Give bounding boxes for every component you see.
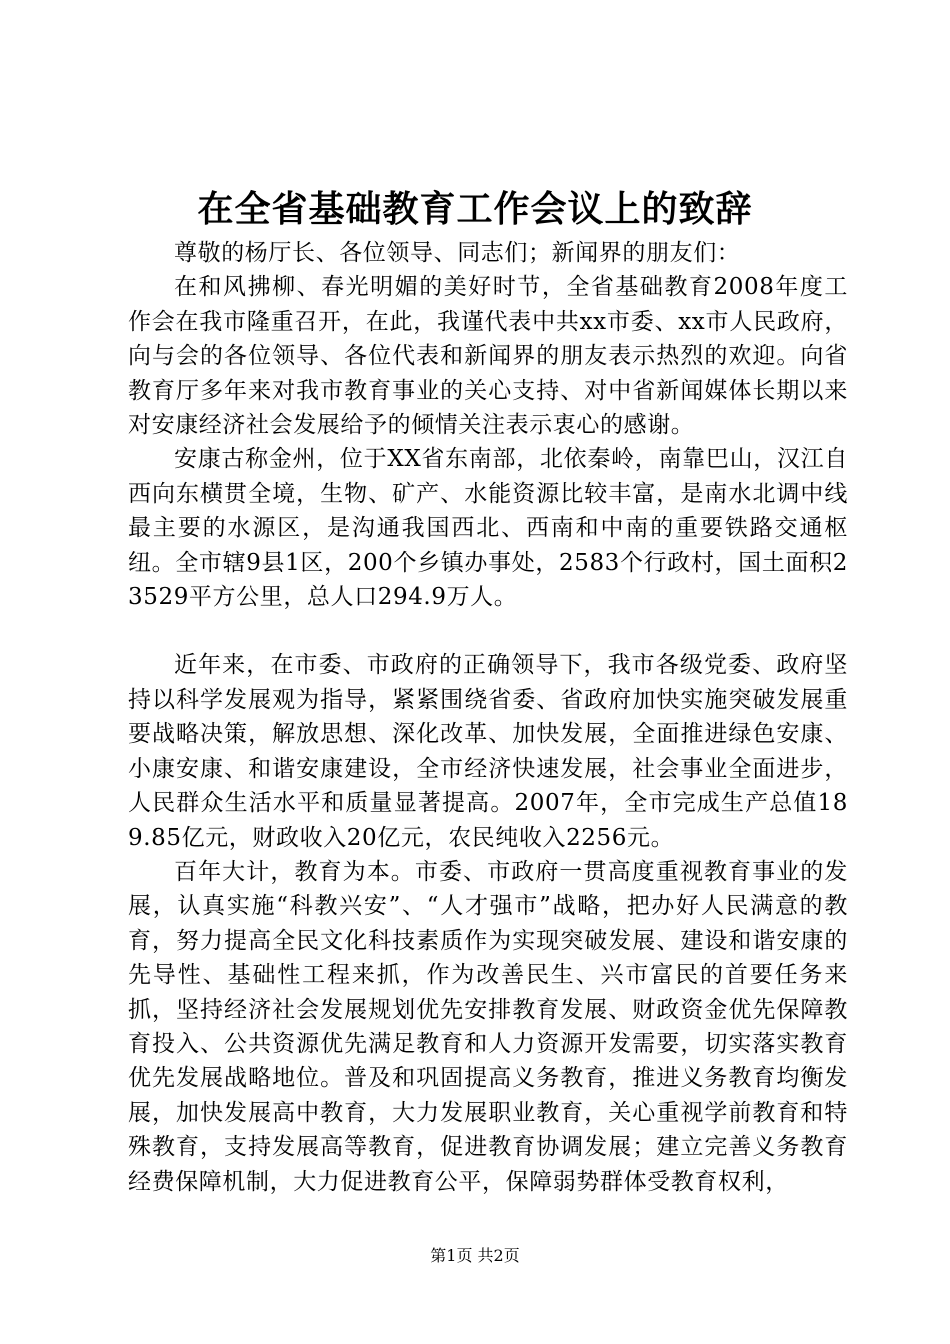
salutation-paragraph: 尊敬的杨厅长、各位领导、同志们；新闻界的朋友们：	[174, 240, 741, 266]
education-paragraph: 百年大计，教育为本。市委、市政府一贯高度重视教育事业的发展，认真实施“科教兴安”、“人才强市”战略，把办好人民满意的教育，努力提高全民文化科技素质作为实现突破发展、建设和谐安康的先导性、基础性工程来抓，作为改善民生、兴市富民的首要任务来抓，坚持经济社会发展规划优先安排教育发展、财政资金优先保障教育投入、公共资源优先满足教育和人力资源开发需要，切实落实教育优先发展战略地位。普及和巩固提高义务教育，推进义务教育均衡发展，加快发展高中教育，大力发展职业教育，关心重视学前教育和特殊教育，支持发展高等教育，促进教育协调发展；建立完善义务教育经费保障机制，大力促进教育公平，保障弱势群体受教育权利，	[128, 858, 848, 1195]
document-title: 在全省基础教育工作会议上的致辞	[197, 189, 753, 230]
city-intro-paragraph: 安康古称金州，位于XX省东南部，北依秦岭，南靠巴山，汉江自西向东横贯全境，生物、矿产、水能资源比较丰富，是南水北调中线最主要的水源区，是沟通我国西北、西南和中南的重要铁路交通枢纽。全市辖9县1区，200个乡镇办事处，2583个行政村，国土面积23529平方公里，总人口294.9万人。	[128, 446, 848, 611]
welcome-paragraph: 在和风拂柳、春光明媚的美好时节，全省基础教育2008年度工作会在我市隆重召开，在此，我谨代表中共xx市委、xx市人民政府，向与会的各位领导、各位代表和新闻界的朋友表示热烈的欢迎。向省教育厅多年来对我市教育事业的关心支持、对中省新闻媒体长期以来对安康经济社会发展给予的倾情关注表示衷心的感谢。	[128, 274, 848, 439]
page-number-footer: 第1页 共2页	[430, 1246, 520, 1265]
development-paragraph: 近年来，在市委、市政府的正确领导下，我市各级党委、政府坚持以科学发展观为指导，紧紧围绕省委、省政府加快实施突破发展重要战略决策，解放思想、深化改革、加快发展，全面推进绿色安康、小康安康、和谐安康建设，全市经济快速发展，社会事业全面进步，人民群众生活水平和质量显著提高。2007年，全市完成生产总值189.85亿元，财政收入20亿元，农民纯收入2256元。	[128, 652, 848, 851]
document-body	[128, 236, 848, 1199]
